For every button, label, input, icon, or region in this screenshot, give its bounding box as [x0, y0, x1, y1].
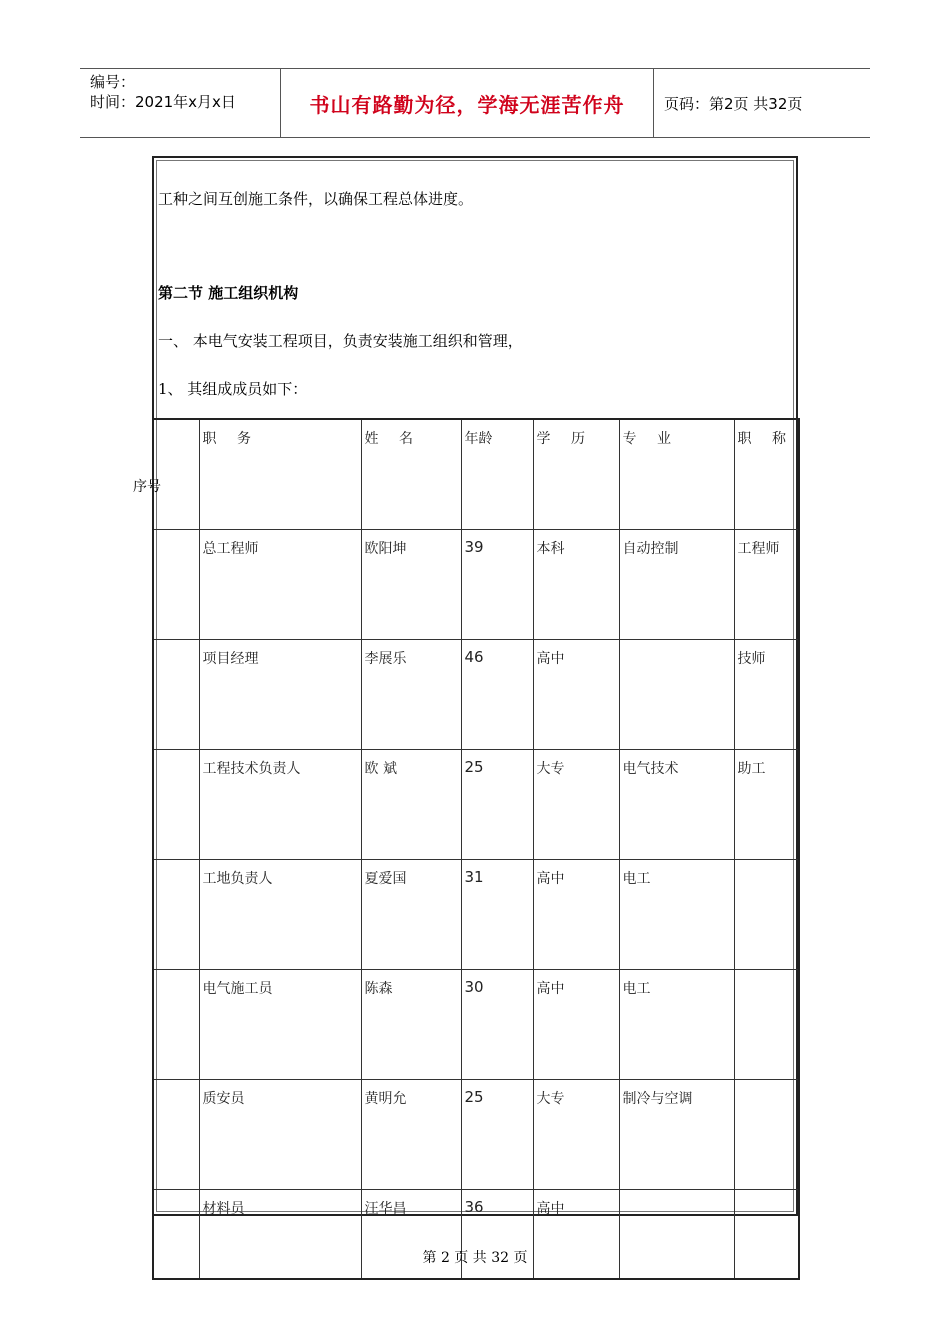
staff-table-wrapper	[152, 418, 800, 1280]
cell-position: 工程技术负责人	[199, 750, 361, 860]
cell-position: 工地负责人	[199, 860, 361, 970]
cell-name: 陈森	[361, 970, 461, 1080]
page-footer: 第 2 页 共 32 页	[422, 1250, 528, 1266]
cell-seq	[153, 640, 199, 750]
table-row	[153, 640, 799, 750]
cell-education: 高中	[533, 970, 619, 1080]
cell-name: 欧 斌	[361, 750, 461, 860]
header-cell-title: 职 称	[734, 419, 799, 530]
cell-name: 李展乐	[361, 640, 461, 750]
cell-name: 黄明允	[361, 1080, 461, 1190]
table-row	[153, 1080, 799, 1190]
cell-age: 25	[461, 750, 533, 860]
table-header-row	[153, 419, 799, 530]
cell-name: 欧阳坤	[361, 530, 461, 640]
cell-title: 助工	[734, 750, 799, 860]
cell-position: 质安员	[199, 1080, 361, 1190]
header-cell-education: 学 历	[533, 419, 619, 530]
cell-education: 高中	[533, 640, 619, 750]
paragraph-1: 工种之间互创施工条件，以确保工程总体进度。	[158, 190, 474, 208]
cell-education: 大专	[533, 750, 619, 860]
cell-title: 技师	[734, 640, 799, 750]
cell-seq	[153, 860, 199, 970]
cell-education: 本科	[533, 530, 619, 640]
time-label: 时间：2021年x月x日	[90, 93, 236, 111]
cell-title	[734, 860, 799, 970]
header-cell-seq	[153, 419, 199, 530]
cell-position: 总工程师	[199, 530, 361, 640]
cell-title	[734, 970, 799, 1080]
seq-column-header: 序号	[133, 479, 161, 495]
cell-major: 制冷与空调	[619, 1080, 734, 1190]
number-label: 编号：	[90, 73, 136, 91]
header-cell-age: 年龄	[461, 419, 533, 530]
cell-age: 46	[461, 640, 533, 750]
header-cell-major: 专 业	[619, 419, 734, 530]
table-row	[153, 860, 799, 970]
cell-age: 25	[461, 1080, 533, 1190]
item-one: 一、 本电气安装工程项目，负责安装施工组织和管理，	[158, 332, 523, 350]
table-row	[153, 530, 799, 640]
cell-education: 高中	[533, 860, 619, 970]
item-one-sub: 1、 其组成成员如下：	[158, 380, 308, 398]
cell-age: 36	[461, 1190, 533, 1280]
document-header	[80, 68, 870, 138]
table-row	[153, 750, 799, 860]
cell-name: 汪华昌	[361, 1190, 461, 1280]
cell-age: 30	[461, 970, 533, 1080]
cell-seq	[153, 1080, 199, 1190]
cell-position: 材料员	[199, 1190, 361, 1280]
cell-position: 项目经理	[199, 640, 361, 750]
cell-major: 电气技术	[619, 750, 734, 860]
cell-education: 高中	[533, 1190, 619, 1280]
header-cell-name: 姓 名	[361, 419, 461, 530]
cell-position: 电气施工员	[199, 970, 361, 1080]
header-meta-cell	[80, 69, 281, 137]
cell-major: 电工	[619, 860, 734, 970]
cell-name: 夏爱国	[361, 860, 461, 970]
motto-text: 书山有路勤为径，学海无涯苦作舟	[309, 92, 625, 117]
header-page-cell	[654, 69, 870, 137]
header-cell-position: 职 务	[199, 419, 361, 530]
cell-education: 大专	[533, 1080, 619, 1190]
cell-age: 39	[461, 530, 533, 640]
cell-title	[734, 1080, 799, 1190]
header-motto-cell	[281, 69, 654, 137]
cell-seq	[153, 750, 199, 860]
cell-seq	[153, 970, 199, 1080]
cell-title: 工程师	[734, 530, 799, 640]
cell-major: 电工	[619, 970, 734, 1080]
cell-major: 自动控制	[619, 530, 734, 640]
page-info: 页码：第2页 共32页	[664, 94, 803, 113]
section-title: 第二节 施工组织机构	[158, 284, 299, 302]
cell-age: 31	[461, 860, 533, 970]
cell-major	[619, 640, 734, 750]
table-row	[153, 970, 799, 1080]
cell-seq	[153, 530, 199, 640]
staff-table	[152, 418, 800, 1280]
